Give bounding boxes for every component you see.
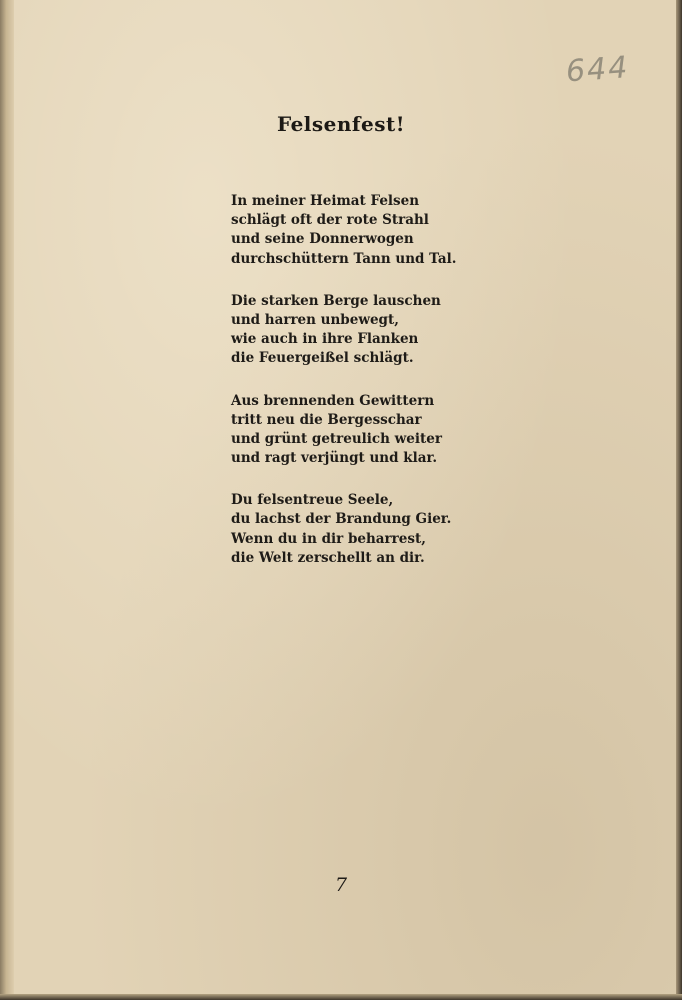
stanza: [231, 392, 471, 469]
page-number: 7: [334, 874, 348, 896]
poem-line: schlägt oft der rote Strahl: [231, 212, 429, 229]
poem-line: In meiner Heimat Felsen: [231, 193, 420, 209]
poem-line: und ragt verjüngt und klar.: [231, 450, 438, 467]
poem-line: wie auch in ihre Flanken: [231, 331, 419, 348]
poem-line: die Welt zerschellt an dir.: [231, 549, 425, 566]
page-edge-bottom: [0, 994, 682, 1000]
poem-line: und harren unbewegt,: [231, 311, 399, 328]
poem-line: und seine Donnerwogen: [231, 231, 414, 248]
page-edge-right: [676, 0, 682, 1000]
poem-line: und grünt getreulich weiter: [231, 430, 442, 447]
stanza: [231, 292, 471, 369]
poem-line: Wenn du in dir beharrest,: [231, 530, 426, 547]
poem-line: die Feuergeißel schlägt.: [231, 350, 414, 367]
poem-line: Aus brennenden Gewittern: [231, 392, 435, 409]
poem-title: Felsenfest!: [276, 112, 406, 136]
binding-edge: [0, 0, 14, 1000]
poem-line: tritt neu die Bergesschar: [231, 411, 422, 428]
poem-line: durchschüttern Tann und Tal.: [231, 250, 457, 267]
poem-line: Du felsentreue Seele,: [231, 492, 394, 509]
archive-number: 644: [564, 50, 631, 90]
poem-line: Die starken Berge lauschen: [231, 292, 441, 309]
poem-body: [231, 192, 471, 591]
stanza: [231, 192, 471, 269]
poem-line: du lachst der Brandung Gier.: [231, 511, 452, 528]
stanza: [231, 491, 471, 568]
